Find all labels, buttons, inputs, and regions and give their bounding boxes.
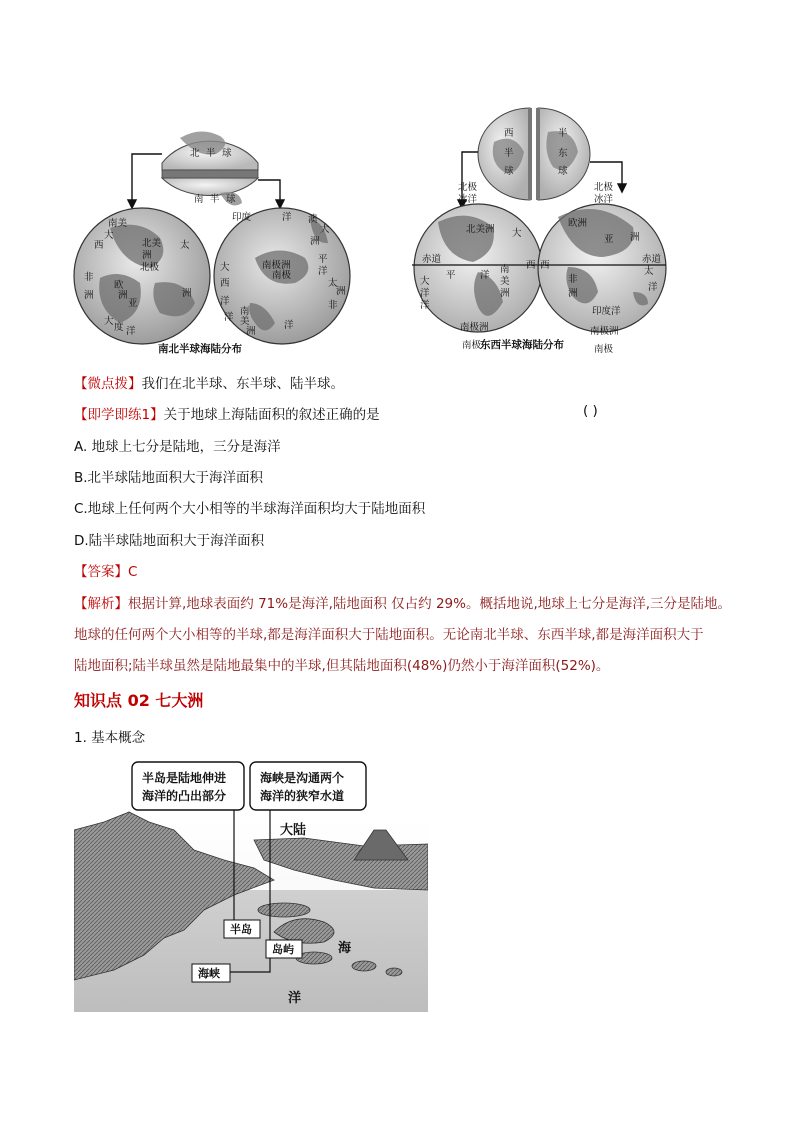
map-label: 非 — [328, 300, 338, 311]
answer-tag: 【答案】 — [74, 564, 128, 580]
sea-label: 海 — [338, 941, 352, 956]
map-label: 南极 — [594, 344, 614, 355]
globe-label: 北 — [190, 148, 200, 159]
map-label: 大 — [320, 224, 330, 235]
island-label: 岛屿 — [272, 943, 294, 956]
subsection-title: 1. 基本概念 — [74, 730, 146, 746]
map-label: 印度 — [232, 212, 252, 223]
map-label: 南极洲 — [590, 326, 619, 337]
south-hemisphere-globe — [214, 208, 350, 344]
map-label: 北极 — [594, 182, 614, 193]
map-label: 欧洲 — [568, 218, 588, 229]
option-d: D.陆半球陆地面积大于海洋面积 — [74, 533, 265, 549]
top-globe — [162, 131, 258, 205]
north-south-hemisphere-figure — [70, 108, 360, 360]
figure-caption: 南北半球海陆分布 — [158, 343, 242, 355]
map-label: 洋 — [224, 312, 234, 323]
map-label: 洲 — [246, 326, 256, 337]
globe-label: 半 — [206, 148, 216, 159]
box-text: 半岛是陆地伸进 — [142, 771, 227, 785]
map-label: 洋 — [126, 326, 136, 337]
globe-label: 半 — [504, 148, 514, 159]
answer-value: C — [128, 564, 138, 580]
peninsula-label: 半岛 — [230, 923, 252, 936]
box-text: 海峡是沟通两个 — [260, 771, 345, 785]
map-label: 澳 — [308, 214, 318, 225]
globe-label: 半 — [558, 128, 568, 139]
map-label: 平 — [318, 254, 328, 265]
globe-label: 西 — [504, 128, 514, 139]
strait-definition-box — [250, 762, 366, 810]
map-label: 美 — [240, 316, 250, 327]
ocean-label: 洋 — [288, 991, 302, 1006]
analysis-line-2: 地球的任何两个大小相等的半球,都是海洋面积大于陆地面积。无论南北半球、东西半球,都是海洋面积大于 — [74, 627, 704, 643]
map-label: 大 — [104, 230, 114, 241]
globe-label: 南 — [194, 194, 204, 205]
tip-line — [74, 372, 344, 392]
map-label: 印度洋 — [592, 306, 621, 317]
map-label: 太 — [180, 240, 190, 251]
map-label: 洲 — [118, 290, 128, 301]
map-label: 南 — [240, 306, 250, 317]
map-label: 大 — [104, 316, 114, 327]
analysis-line-3: 陆地面积;陆半球虽然是陆地最集中的半球,但其陆地面积(48%)仍然小于海洋面积(52%)。 — [74, 658, 610, 674]
map-label: 洲 — [182, 288, 192, 299]
map-label: 赤道 — [422, 254, 442, 265]
map-label: 西 — [220, 278, 230, 289]
analysis-tag: 【解析】 — [74, 596, 128, 612]
west-hemisphere-globe — [412, 181, 544, 351]
strait-label: 海峡 — [198, 967, 220, 980]
box-text: 海洋的狭窄水道 — [260, 789, 345, 803]
map-label: 洋 — [318, 266, 328, 277]
map-label: 大 — [512, 228, 522, 239]
map-label: 洋 — [480, 270, 490, 281]
globe-label: 球 — [558, 166, 568, 177]
practice-line — [74, 403, 380, 423]
answer-parentheses: ( ) — [583, 403, 598, 419]
map-label: 洋 — [648, 282, 658, 293]
practice-question: 关于地球上海陆面积的叙述正确的是 — [163, 407, 380, 423]
landform-concept-figure — [74, 760, 428, 1012]
map-label: 南极洲 — [262, 260, 291, 271]
north-hemisphere-globe — [74, 208, 210, 344]
map-label: 洲 — [84, 290, 94, 301]
globe-label: 东 — [558, 148, 568, 159]
map-label: 南 — [500, 264, 510, 275]
map-label: 赤道 — [642, 254, 662, 265]
section-heading: 知识点 02 七大洲 — [74, 691, 204, 710]
option-c: C.地球上任何两个大小相等的半球海洋面积均大于陆地面积 — [74, 501, 426, 517]
map-label: 北美洲 — [466, 224, 495, 235]
box-text: 海洋的凸出部分 — [142, 789, 227, 803]
option-a: A. 地球上七分是陆地，三分是海洋 — [74, 439, 281, 455]
practice-tag: 【即学即练1】 — [74, 407, 164, 423]
map-label: 洋 — [420, 300, 430, 311]
figure-caption: 东西半球海陆分布 — [480, 339, 564, 351]
map-label: 美 — [500, 276, 510, 287]
map-label: 平 — [446, 270, 456, 281]
map-label: 洲 — [310, 236, 320, 247]
map-label: 洲 — [142, 250, 152, 261]
map-label: 太 — [644, 266, 654, 277]
map-label: 度 — [114, 322, 124, 333]
map-label: 洋 — [284, 320, 294, 331]
map-label: 西 — [526, 260, 536, 271]
map-label: 冰洋 — [458, 194, 478, 205]
map-label: 欧 — [114, 280, 124, 291]
map-label: 亚 — [604, 234, 614, 245]
analysis-text: 根据计算,地球表面约 71%是海洋,陆地面积 仅占约 29%。概括地说,地球上七分是海洋,三分是陆地。 — [128, 596, 732, 612]
map-label: 非 — [568, 274, 578, 285]
top-globe-split — [478, 108, 590, 200]
map-label: 冰洋 — [594, 194, 614, 205]
map-label: 北美 — [142, 238, 162, 249]
map-label: 洲 — [568, 288, 578, 299]
analysis-line-1 — [74, 592, 731, 612]
peninsula-definition-box — [132, 762, 244, 810]
answer-line — [74, 560, 137, 580]
option-b: B.北半球陆地面积大于海洋面积 — [74, 470, 264, 486]
map-label: 亚 — [128, 298, 138, 309]
map-label: 洲 — [336, 286, 346, 297]
map-label: 西 — [540, 260, 550, 271]
map-label: 北极 — [458, 182, 478, 193]
map-label: 洋 — [220, 296, 230, 307]
map-label: 南极洲 — [460, 322, 489, 333]
map-label: 大 — [220, 262, 230, 273]
map-label: 大 — [420, 276, 430, 287]
tip-body: 我们在北半球、东半球、陆半球。 — [141, 376, 344, 392]
map-label: 洋 — [420, 288, 430, 299]
map-label: 非 — [84, 272, 94, 283]
map-label: 洋 — [282, 212, 292, 223]
globe-label: 球 — [226, 194, 236, 205]
map-label: 洲 — [500, 288, 510, 299]
map-label: 南极 — [462, 340, 482, 351]
map-label: 西 — [94, 240, 104, 251]
map-label: 南美 — [108, 218, 128, 229]
tip-tag: 【微点拨】 — [74, 376, 142, 392]
east-hemisphere-globe — [538, 181, 666, 355]
globe-label: 球 — [504, 166, 514, 177]
continent-label: 大陆 — [280, 823, 307, 838]
map-label: 北极 — [140, 262, 160, 273]
map-label: 南极 — [272, 270, 292, 281]
globe-label: 半 — [210, 194, 220, 205]
map-label: 太 — [328, 278, 338, 289]
map-label: 洲 — [630, 232, 640, 243]
globe-label: 球 — [222, 148, 232, 159]
east-west-hemisphere-figure — [408, 102, 670, 358]
